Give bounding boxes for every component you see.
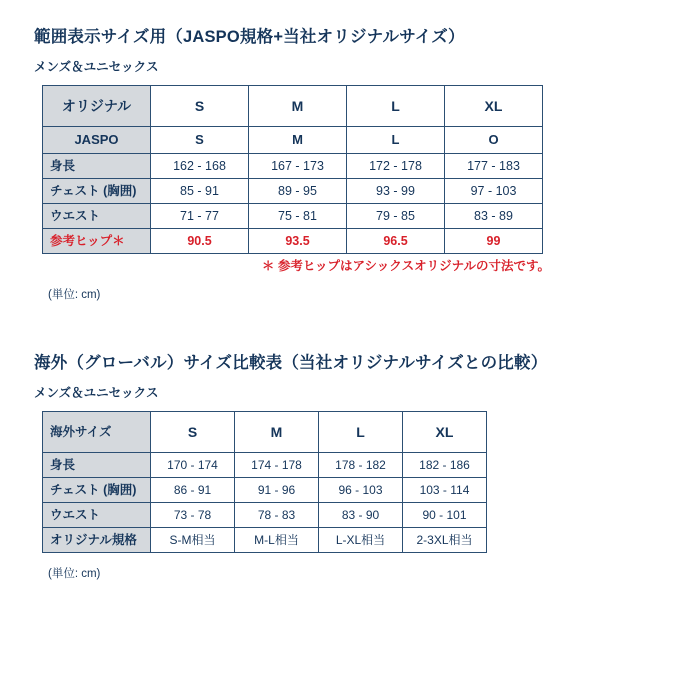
domestic-size-table [42,85,543,254]
section-title-global: 海外（グローバル）サイズ比較表（当社オリジナルサイズとの比較） [34,354,548,373]
header-global-size-xl: XL [403,411,487,452]
row-label-height: 身長 [43,153,151,178]
cell-g-waist-s: 73 - 78 [151,502,235,527]
jaspo-size-m: M [249,126,347,153]
cell-height-l: 172 - 178 [347,153,445,178]
cell-chest-m: 89 - 95 [249,178,347,203]
row-label-chest: チェスト (胸囲) [43,178,151,203]
header-global-size-l: L [319,411,403,452]
cell-waist-s: 71 - 77 [151,203,249,228]
header-size-m: M [249,85,347,126]
cell-g-height-m: 174 - 178 [235,452,319,477]
table-row [43,527,487,552]
cell-waist-xl: 83 - 89 [445,203,543,228]
cell-hip-m: 93.5 [249,228,347,253]
hip-footnote: ＊ 参考ヒップはアシックスオリジナルの寸法です。 [261,258,550,273]
table-row [43,502,487,527]
header-size-xl: XL [445,85,543,126]
cell-height-xl: 177 - 183 [445,153,543,178]
cell-g-waist-m: 78 - 83 [235,502,319,527]
table-header-row [43,85,543,126]
cell-g-chest-l: 96 - 103 [319,477,403,502]
section-subtitle-domestic: メンズ＆ユニセックス [34,59,159,74]
header-size-l: L [347,85,445,126]
cell-g-chest-s: 86 - 91 [151,477,235,502]
cell-equiv-m: M-L相当 [235,527,319,552]
cell-g-chest-m: 91 - 96 [235,477,319,502]
cell-equiv-s: S-M相当 [151,527,235,552]
cell-waist-l: 79 - 85 [347,203,445,228]
domestic-size-section [34,28,646,302]
row-label-waist: ウエスト [43,203,151,228]
table-row-hip [43,228,543,253]
jaspo-label: JASPO [43,126,151,153]
header-size-s: S [151,85,249,126]
cell-g-height-s: 170 - 174 [151,452,235,477]
cell-equiv-l: L-XL相当 [319,527,403,552]
unit-note-domestic: (単位: cm) [48,289,101,302]
table-row [43,477,487,502]
cell-height-s: 162 - 168 [151,153,249,178]
jaspo-size-o: O [445,126,543,153]
table-row [43,452,487,477]
jaspo-size-s: S [151,126,249,153]
cell-height-m: 167 - 173 [249,153,347,178]
row-label-waist-global: ウエスト [43,502,151,527]
table-row [43,153,543,178]
global-size-section [34,354,646,581]
cell-g-chest-xl: 103 - 114 [403,477,487,502]
table-header-row [43,411,487,452]
cell-g-waist-l: 83 - 90 [319,502,403,527]
cell-chest-s: 85 - 91 [151,178,249,203]
header-global-label: 海外サイズ [43,411,151,452]
cell-g-waist-xl: 90 - 101 [403,502,487,527]
section-title-domestic: 範囲表示サイズ用（JASPO規格+当社オリジナルサイズ） [34,28,465,46]
cell-equiv-xl: 2-3XL相当 [403,527,487,552]
row-label-height-global: 身長 [43,452,151,477]
row-label-chest-global: チェスト (胸囲) [43,477,151,502]
unit-note-global: (単位: cm) [48,567,101,580]
cell-g-height-xl: 182 - 186 [403,452,487,477]
section-subtitle-global: メンズ＆ユニセックス [34,385,159,400]
cell-hip-l: 96.5 [347,228,445,253]
cell-chest-xl: 97 - 103 [445,178,543,203]
header-global-size-m: M [235,411,319,452]
header-global-size-s: S [151,411,235,452]
table-row [43,178,543,203]
section-spacer [34,310,646,354]
cell-chest-l: 93 - 99 [347,178,445,203]
table-row [43,203,543,228]
cell-hip-xl: 99 [445,228,543,253]
row-label-original-equiv: オリジナル規格 [43,527,151,552]
jaspo-size-l: L [347,126,445,153]
row-label-hip: 参考ヒップ＊ [43,228,151,253]
cell-g-height-l: 178 - 182 [319,452,403,477]
header-original-label: オリジナル [43,85,151,126]
cell-hip-s: 90.5 [151,228,249,253]
cell-waist-m: 75 - 81 [249,203,347,228]
table-jaspo-row [43,126,543,153]
global-size-table [42,411,487,553]
